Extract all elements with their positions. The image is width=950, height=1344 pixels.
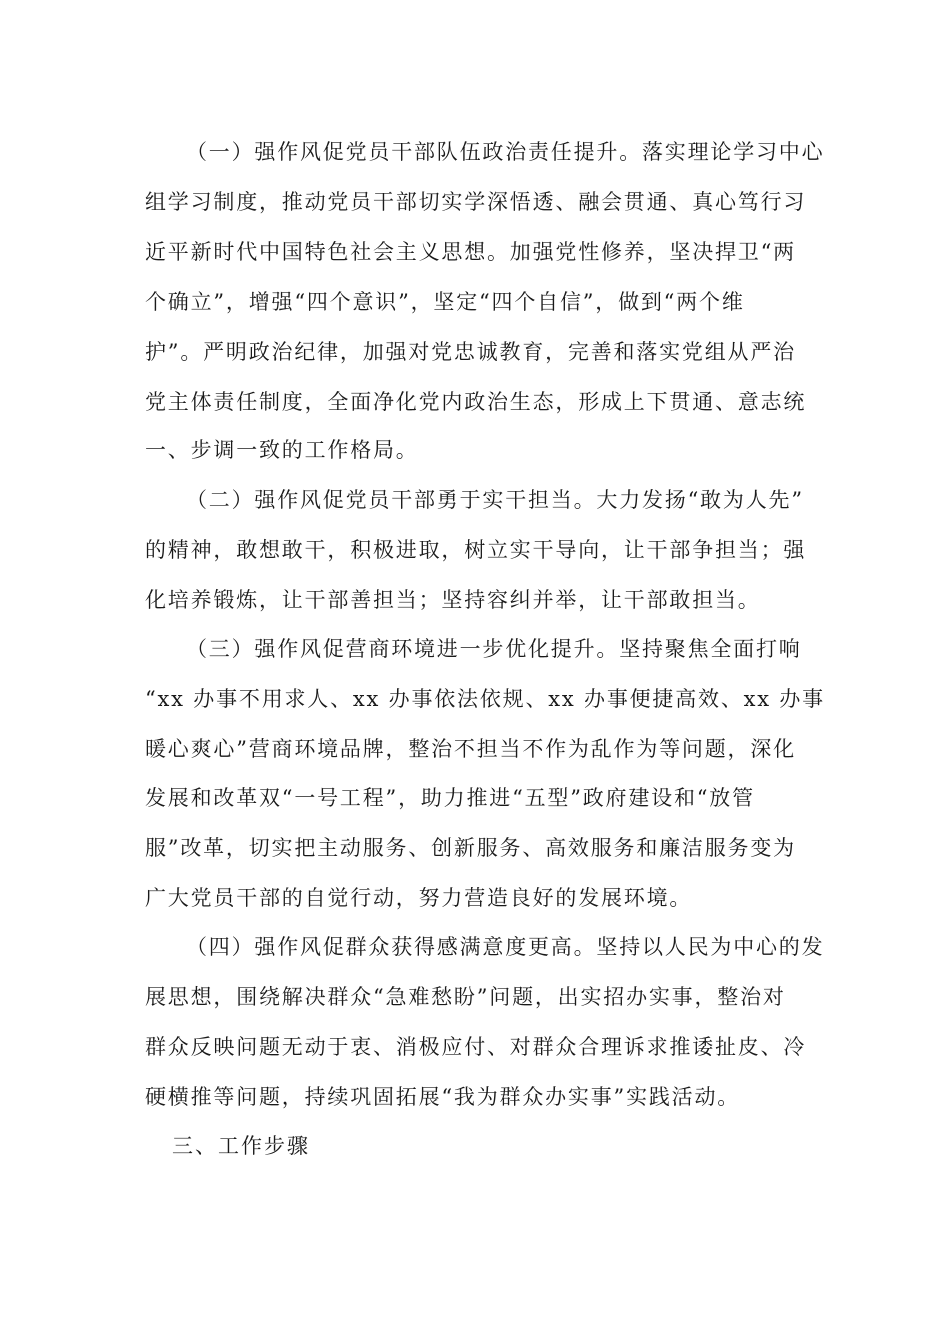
paragraph-1-line-7: 一、步调一致的工作格局。 — [145, 438, 419, 462]
paragraph-3-line-3: 暖心爽心”营商环境品牌，整治不担当不作为乱作为等问题，深化 — [145, 737, 796, 761]
paragraph-2-line-2: 的精神，敢想敢干，积极进取，树立实干导向，让干部争担当；强 — [145, 538, 807, 562]
paragraph-4-line-3: 群众反映问题无动于衷、消极应付、对群众合理诉求推诿扯皮、冷 — [145, 1035, 807, 1059]
paragraph-3-line-2: “xx 办事不用求人、xx 办事依法依规、xx 办事便捷高效、xx 办事 — [145, 687, 825, 711]
paragraph-4-line-4: 硬横推等问题，持续巩固拓展“我为群众办实事”实践活动。 — [145, 1085, 741, 1109]
paragraph-1-line-2: 组学习制度，推动党员干部切实学深悟透、融会贯通、真心笃行习 — [145, 190, 807, 214]
paragraph-1-line-6: 党主体责任制度，全面净化党内政治生态，形成上下贯通、意志统 — [145, 390, 807, 414]
paragraph-1-line-3: 近平新时代中国特色社会主义思想。加强党性修养，坚决捍卫“两 — [145, 240, 796, 264]
section-heading: 三、工作步骤 — [172, 1134, 310, 1158]
paragraph-2-line-3: 化培养锻炼，让干部善担当；坚持容纠并举，让干部敢担当。 — [145, 588, 761, 612]
paragraph-4-line-2: 展思想，围绕解决群众“急难愁盼”问题，出实招办实事，整治对 — [145, 985, 786, 1009]
paragraph-4-line-1: （四）强作风促群众获得感满意度更高。坚持以人民为中心的发 — [186, 935, 825, 959]
paragraph-3-line-4: 发展和改革双“一号工程”，助力推进“五型”政府建设和“放管 — [145, 786, 755, 810]
paragraph-1-line-4: 个确立”，增强“四个意识”，坚定“四个自信”，做到“两个维 — [145, 290, 745, 314]
paragraph-3-line-6: 广大党员干部的自觉行动，努力营造良好的发展环境。 — [145, 886, 693, 910]
paragraph-1-line-5: 护”。严明政治纪律，加强对党忠诚教育，完善和落实党组从严治 — [145, 340, 796, 364]
paragraph-3-line-1: （三）强作风促营商环境进一步优化提升。坚持聚焦全面打响 — [186, 637, 802, 661]
paragraph-1-line-1: （一）强作风促党员干部队伍政治责任提升。落实理论学习中心 — [186, 140, 825, 164]
paragraph-3-line-5: 服”改革，切实把主动服务、创新服务、高效服务和廉洁服务变为 — [145, 836, 796, 860]
paragraph-2-line-1: （二）强作风促党员干部勇于实干担当。大力发扬“敢为人先” — [186, 488, 804, 512]
